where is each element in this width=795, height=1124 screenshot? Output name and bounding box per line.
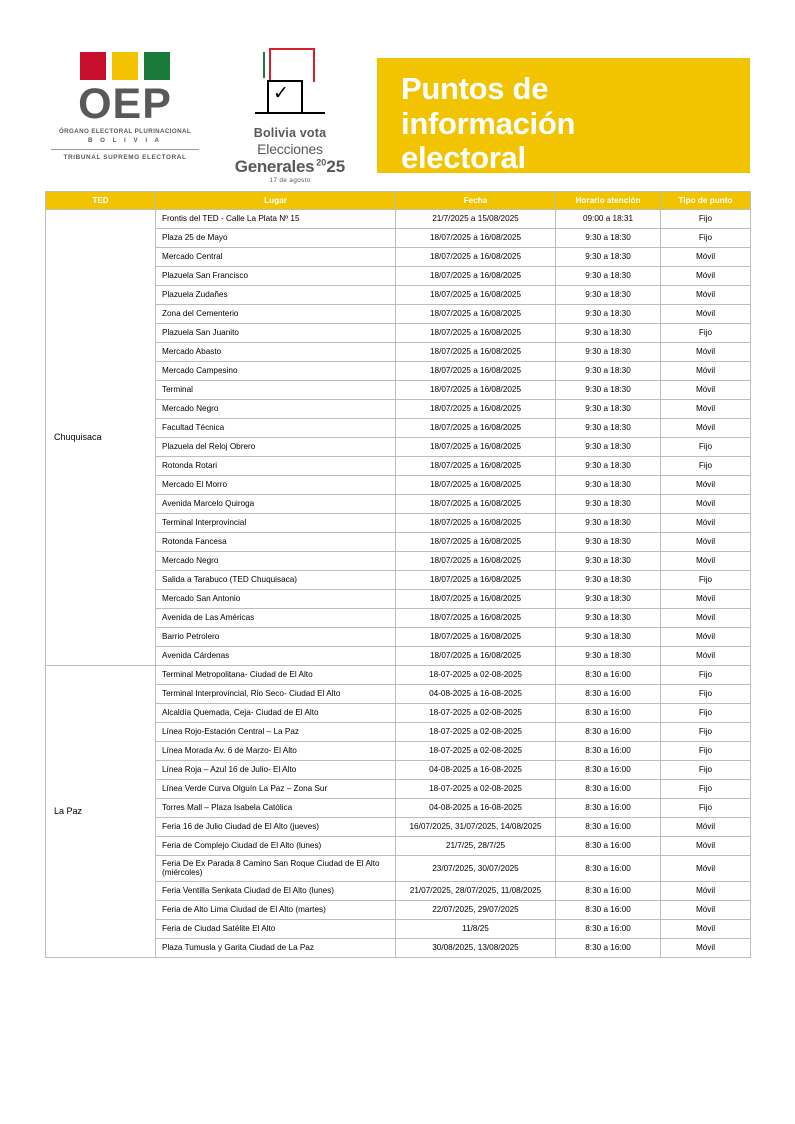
- cell-tipo: Móvil: [661, 419, 751, 438]
- cell-tipo: Fijo: [661, 666, 751, 685]
- cell-lugar: Mercado El Morro: [156, 476, 396, 495]
- cell-lugar: Mercado San Antonio: [156, 590, 396, 609]
- cell-horario: 8:30 a 16:00: [556, 742, 661, 761]
- cell-lugar: Feria De Ex Parada 8 Camino San Roque Ciudad de El Alto (miércoles): [156, 856, 396, 882]
- cell-lugar: Rotonda Rotari: [156, 457, 396, 476]
- cell-horario: 8:30 a 16:00: [556, 900, 661, 919]
- page-title: [377, 58, 750, 176]
- cell-horario: 8:30 a 16:00: [556, 704, 661, 723]
- cell-fecha: 18/07/2025 a 16/08/2025: [396, 324, 556, 343]
- cell-tipo: Móvil: [661, 286, 751, 305]
- cell-fecha: 04-08-2025 a 16-08-2025: [396, 799, 556, 818]
- cell-fecha: 23/07/2025, 30/07/2025: [396, 856, 556, 882]
- cell-horario: 8:30 a 16:00: [556, 799, 661, 818]
- cell-fecha: 18/07/2025 a 16/08/2025: [396, 476, 556, 495]
- table-row: [46, 666, 751, 685]
- cell-tipo: Fijo: [661, 210, 751, 229]
- cell-horario: 8:30 a 16:00: [556, 723, 661, 742]
- cell-fecha: 18/07/2025 a 16/08/2025: [396, 647, 556, 666]
- cell-lugar: Facultad Técnica: [156, 419, 396, 438]
- cell-tipo: Fijo: [661, 229, 751, 248]
- cell-horario: 9:30 a 18:30: [556, 571, 661, 590]
- cell-fecha: 21/7/25, 28/7/25: [396, 837, 556, 856]
- cell-horario: 9:30 a 18:30: [556, 457, 661, 476]
- cell-fecha: 18-07-2025 a 02-08-2025: [396, 780, 556, 799]
- cell-lugar: Terminal: [156, 381, 396, 400]
- cell-fecha: 18/07/2025 a 16/08/2025: [396, 495, 556, 514]
- cell-fecha: 04-08-2025 a 16-08-2025: [396, 685, 556, 704]
- cell-lugar: Mercado Central: [156, 248, 396, 267]
- cell-lugar: Feria de Alto Lima Ciudad de El Alto (martes): [156, 900, 396, 919]
- cell-tipo: Móvil: [661, 919, 751, 938]
- cell-fecha: 18/07/2025 a 16/08/2025: [396, 267, 556, 286]
- cell-fecha: 22/07/2025, 29/07/2025: [396, 900, 556, 919]
- cell-tipo: Fijo: [661, 761, 751, 780]
- cell-lugar: Torres Mall – Plaza Isabela Católica: [156, 799, 396, 818]
- cell-tipo: Móvil: [661, 400, 751, 419]
- cell-horario: 8:30 a 16:00: [556, 780, 661, 799]
- cell-lugar: Mercado Campesino: [156, 362, 396, 381]
- cell-tipo: Móvil: [661, 552, 751, 571]
- cell-tipo: Móvil: [661, 248, 751, 267]
- cell-lugar: Plazuela San Juanito: [156, 324, 396, 343]
- cell-lugar: Avenida de Las Américas: [156, 609, 396, 628]
- cell-fecha: 18/07/2025 a 16/08/2025: [396, 552, 556, 571]
- cell-tipo: Fijo: [661, 457, 751, 476]
- cell-tipo: Fijo: [661, 324, 751, 343]
- cell-horario: 8:30 a 16:00: [556, 856, 661, 882]
- cell-horario: 9:30 a 18:30: [556, 267, 661, 286]
- cell-lugar: Plaza 25 de Mayo: [156, 229, 396, 248]
- cell-horario: 9:30 a 18:30: [556, 324, 661, 343]
- cell-horario: 9:30 a 18:30: [556, 229, 661, 248]
- cell-fecha: 18/07/2025 a 16/08/2025: [396, 590, 556, 609]
- cell-tipo: Móvil: [661, 267, 751, 286]
- cell-lugar: Línea Morada Av. 6 de Marzo- El Alto: [156, 742, 396, 761]
- cell-fecha: 11/8/25: [396, 919, 556, 938]
- cell-ted: Chuquisaca: [46, 210, 156, 666]
- column-header-horario: Horario atención: [556, 192, 661, 210]
- cell-fecha: 21/7/2025 a 15/08/2025: [396, 210, 556, 229]
- cell-fecha: 18/07/2025 a 16/08/2025: [396, 457, 556, 476]
- cell-fecha: 18/07/2025 a 16/08/2025: [396, 381, 556, 400]
- document-header: [0, 0, 795, 184]
- cell-lugar: Mercado Abasto: [156, 343, 396, 362]
- cell-lugar: Avenida Cárdenas: [156, 647, 396, 666]
- cell-tipo: Fijo: [661, 685, 751, 704]
- cell-tipo: Móvil: [661, 590, 751, 609]
- cell-horario: 9:30 a 18:30: [556, 400, 661, 419]
- table-row: [46, 210, 751, 229]
- cell-fecha: 18/07/2025 a 16/08/2025: [396, 343, 556, 362]
- cell-horario: 9:30 a 18:30: [556, 438, 661, 457]
- election-year-short: 25: [326, 157, 346, 176]
- cell-lugar: Mercado Negro: [156, 400, 396, 419]
- cell-lugar: Frontis del TED - Calle La Plata Nº 15: [156, 210, 396, 229]
- cell-lugar: Avenida Marcelo Quiroga: [156, 495, 396, 514]
- cell-horario: 9:30 a 18:30: [556, 476, 661, 495]
- cell-horario: 8:30 a 16:00: [556, 818, 661, 837]
- cell-tipo: Fijo: [661, 723, 751, 742]
- cell-fecha: 18-07-2025 a 02-08-2025: [396, 742, 556, 761]
- cell-lugar: Línea Verde Curva Olguín La Paz – Zona Sur: [156, 780, 396, 799]
- oep-institution: TRIBUNAL SUPREMO ELECTORAL: [63, 153, 187, 161]
- cell-tipo: Móvil: [661, 343, 751, 362]
- generales-label: Generales: [234, 157, 315, 176]
- cell-horario: 9:30 a 18:30: [556, 248, 661, 267]
- cell-fecha: 30/08/2025, 13/08/2025: [396, 938, 556, 957]
- cell-fecha: 18/07/2025 a 16/08/2025: [396, 628, 556, 647]
- info-points-table-container: [0, 175, 795, 958]
- cell-fecha: 18-07-2025 a 02-08-2025: [396, 666, 556, 685]
- cell-tipo: Móvil: [661, 837, 751, 856]
- cell-tipo: Móvil: [661, 881, 751, 900]
- info-points-table: [45, 191, 751, 958]
- column-header-lugar: Lugar: [156, 192, 396, 210]
- cell-lugar: Zona del Cementerio: [156, 305, 396, 324]
- cell-tipo: Fijo: [661, 704, 751, 723]
- cell-fecha: 18/07/2025 a 16/08/2025: [396, 229, 556, 248]
- cell-fecha: 16/07/2025, 31/07/2025, 14/08/2025: [396, 818, 556, 837]
- cell-horario: 9:30 a 18:30: [556, 381, 661, 400]
- divider: [51, 149, 199, 150]
- cell-lugar: Plazuela del Reloj Obrero: [156, 438, 396, 457]
- cell-fecha: 18/07/2025 a 16/08/2025: [396, 514, 556, 533]
- cell-tipo: Móvil: [661, 900, 751, 919]
- cell-lugar: Barrio Petrolero: [156, 628, 396, 647]
- cell-horario: 9:30 a 18:30: [556, 343, 661, 362]
- cell-fecha: 18-07-2025 a 02-08-2025: [396, 723, 556, 742]
- cell-lugar: Línea Rojo-Estación Central – La Paz: [156, 723, 396, 742]
- cell-tipo: Móvil: [661, 476, 751, 495]
- cell-ted: La Paz: [46, 666, 156, 958]
- cell-lugar: Plaza Tumusla y Garita Ciudad de La Paz: [156, 938, 396, 957]
- column-header-tipo: Tipo de punto: [661, 192, 751, 210]
- cell-lugar: Terminal Metropolitana- Ciudad de El Alto: [156, 666, 396, 685]
- cell-fecha: 18/07/2025 a 16/08/2025: [396, 419, 556, 438]
- cell-horario: 9:30 a 18:30: [556, 419, 661, 438]
- oep-logo: [45, 40, 205, 161]
- cell-fecha: 18/07/2025 a 16/08/2025: [396, 305, 556, 324]
- cell-horario: 9:30 a 18:30: [556, 647, 661, 666]
- cell-horario: 9:30 a 18:30: [556, 495, 661, 514]
- cell-lugar: Terminal Interprovincial: [156, 514, 396, 533]
- cell-horario: 9:30 a 18:30: [556, 533, 661, 552]
- cell-horario: 9:30 a 18:30: [556, 552, 661, 571]
- cell-horario: 09:00 a 18:31: [556, 210, 661, 229]
- cell-tipo: Fijo: [661, 438, 751, 457]
- cell-lugar: Terminal Interprovincial, Rio Seco- Ciudad El Alto: [156, 685, 396, 704]
- cell-horario: 8:30 a 16:00: [556, 881, 661, 900]
- cell-fecha: 21/07/2025, 28/07/2025, 11/08/2025: [396, 881, 556, 900]
- cell-tipo: Móvil: [661, 362, 751, 381]
- cell-horario: 8:30 a 16:00: [556, 761, 661, 780]
- cell-lugar: Alcaldía Quemada, Ceja- Ciudad de El Alto: [156, 704, 396, 723]
- oep-acronym: OEP: [78, 80, 172, 128]
- cell-tipo: Móvil: [661, 305, 751, 324]
- cell-tipo: Móvil: [661, 533, 751, 552]
- cell-tipo: Móvil: [661, 628, 751, 647]
- cell-horario: 9:30 a 18:30: [556, 286, 661, 305]
- cell-tipo: Móvil: [661, 381, 751, 400]
- oep-country: B O L I V I A: [87, 136, 163, 144]
- cell-fecha: 18/07/2025 a 16/08/2025: [396, 362, 556, 381]
- cell-tipo: Fijo: [661, 742, 751, 761]
- oep-organization-name: ÓRGANO ELECTORAL PLURINACIONAL: [58, 127, 192, 135]
- cell-horario: 8:30 a 16:00: [556, 919, 661, 938]
- cell-tipo: Fijo: [661, 799, 751, 818]
- cell-horario: 9:30 a 18:30: [556, 514, 661, 533]
- cell-tipo: Móvil: [661, 938, 751, 957]
- cell-horario: 8:30 a 16:00: [556, 685, 661, 704]
- bolivia-vota-logo: [215, 40, 365, 184]
- page-title-line1: Puntos de información: [401, 71, 576, 141]
- cell-lugar: Feria de Ciudad Satélite El Alto: [156, 919, 396, 938]
- column-header-ted: TED: [46, 192, 156, 210]
- table-body: [46, 210, 751, 958]
- cell-tipo: Móvil: [661, 495, 751, 514]
- cell-lugar: Rotonda Fancesa: [156, 533, 396, 552]
- election-year: [316, 157, 345, 177]
- cell-fecha: 18/07/2025 a 16/08/2025: [396, 571, 556, 590]
- cell-fecha: 18-07-2025 a 02-08-2025: [396, 704, 556, 723]
- cell-fecha: 18/07/2025 a 16/08/2025: [396, 286, 556, 305]
- cell-lugar: Feria 16 de Julio Ciudad de El Alto (jueves): [156, 818, 396, 837]
- column-header-fecha: Fecha: [396, 192, 556, 210]
- cell-fecha: 04-08-2025 a 16-08-2025: [396, 761, 556, 780]
- cell-lugar: Feria de Complejo Ciudad de El Alto (lunes): [156, 837, 396, 856]
- cell-fecha: 18/07/2025 a 16/08/2025: [396, 609, 556, 628]
- table-header-row: [46, 192, 751, 210]
- cell-horario: 9:30 a 18:30: [556, 609, 661, 628]
- cell-horario: 8:30 a 16:00: [556, 938, 661, 957]
- cell-fecha: 18/07/2025 a 16/08/2025: [396, 533, 556, 552]
- election-date: 17 de agosto: [269, 177, 311, 184]
- cell-lugar: Plazuela San Francisco: [156, 267, 396, 286]
- cell-tipo: Móvil: [661, 609, 751, 628]
- cell-horario: 9:30 a 18:30: [556, 305, 661, 324]
- cell-horario: 9:30 a 18:30: [556, 590, 661, 609]
- cell-tipo: Fijo: [661, 571, 751, 590]
- page-title-line2: electoral: [401, 140, 526, 176]
- cell-lugar: Línea Roja – Azul 16 de Julio- El Alto: [156, 761, 396, 780]
- cell-tipo: Móvil: [661, 818, 751, 837]
- cell-tipo: Móvil: [661, 856, 751, 882]
- cell-horario: 8:30 a 16:00: [556, 837, 661, 856]
- bolivia-vota-title: Bolivia vota: [253, 126, 327, 140]
- cell-tipo: Móvil: [661, 514, 751, 533]
- cell-horario: 8:30 a 16:00: [556, 666, 661, 685]
- elecciones-label: Elecciones: [257, 141, 323, 157]
- cell-horario: 9:30 a 18:30: [556, 362, 661, 381]
- cell-lugar: Mercado Negro: [156, 552, 396, 571]
- cell-fecha: 18/07/2025 a 16/08/2025: [396, 438, 556, 457]
- cell-fecha: 18/07/2025 a 16/08/2025: [396, 248, 556, 267]
- election-year-prefix: 20: [316, 157, 327, 168]
- ballot-box-icon: ✓: [247, 46, 333, 122]
- cell-tipo: Fijo: [661, 780, 751, 799]
- cell-lugar: Feria Ventilla Senkata Ciudad de El Alto (lunes): [156, 881, 396, 900]
- cell-lugar: Salida a Tarabuco (TED Chuquisaca): [156, 571, 396, 590]
- bolivia-flag-icon: [45, 52, 205, 80]
- cell-tipo: Móvil: [661, 647, 751, 666]
- cell-lugar: Plazuela Zudañes: [156, 286, 396, 305]
- cell-horario: 9:30 a 18:30: [556, 628, 661, 647]
- cell-fecha: 18/07/2025 a 16/08/2025: [396, 400, 556, 419]
